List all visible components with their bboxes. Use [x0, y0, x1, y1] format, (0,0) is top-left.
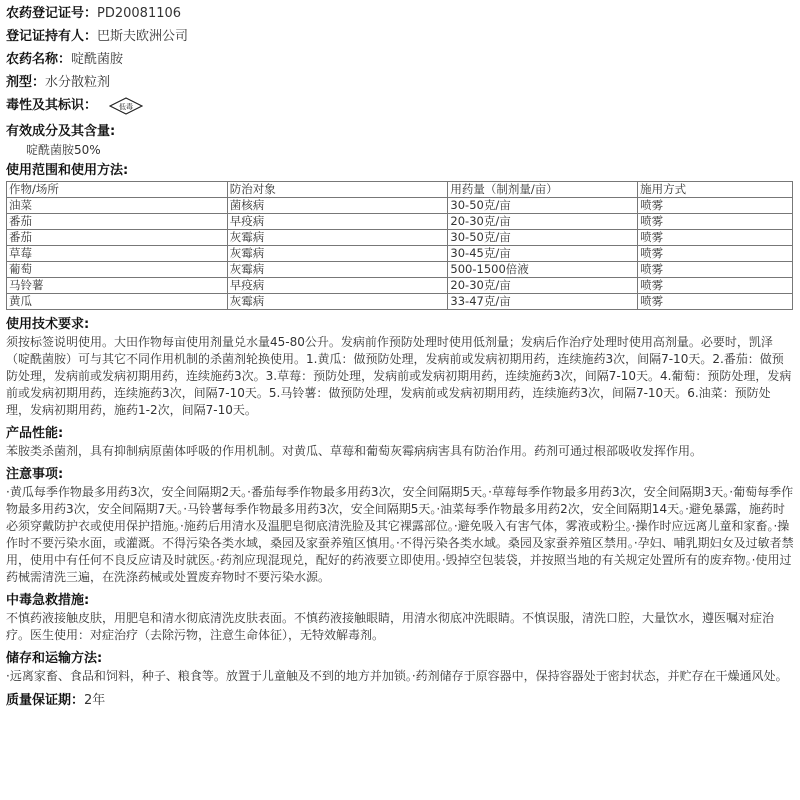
- cell-method: 喷雾: [638, 294, 793, 310]
- registration-number-value: PD20081106: [97, 6, 182, 21]
- cell-dosage: 20-30克/亩: [448, 278, 638, 294]
- formulation-row: [6, 71, 794, 94]
- ingredients-title: 有效成分及其含量:: [6, 124, 116, 139]
- cell-method: 喷雾: [638, 198, 793, 214]
- pesticide-name-value: 啶酰菌胺: [71, 52, 124, 67]
- cell-method: 喷雾: [638, 278, 793, 294]
- registration-holder-value: 巴斯夫欧洲公司: [97, 29, 189, 44]
- cell-crop: 番茄: [7, 214, 228, 230]
- cell-crop: 黄瓜: [7, 294, 228, 310]
- usage-title: 使用范围和使用方法:: [6, 163, 129, 178]
- cell-method: 喷雾: [638, 230, 793, 246]
- cell-dosage: 20-30克/亩: [448, 214, 638, 230]
- table-row: [7, 230, 793, 246]
- cell-target: 灰霉病: [227, 246, 448, 262]
- table-row: [7, 246, 793, 262]
- cell-crop: 马铃薯: [7, 278, 228, 294]
- registration-holder-label: 登记证持有人：: [6, 29, 98, 44]
- header-target: 防治对象: [227, 182, 448, 198]
- technical-title: 使用技术要求:: [6, 317, 90, 332]
- storage-text: ·远离家畜、食品和饲料，种子、粮食等。放置于儿童触及不到的地方并加锁。·药剂储存于原容器中，保持容器处于密封状态，并贮存在干燥通风处。: [6, 669, 788, 683]
- header-dosage: 用药量（制剂量/亩）: [448, 182, 638, 198]
- pesticide-name-row: [6, 48, 794, 71]
- registration-holder-row: [6, 25, 794, 48]
- performance-text: 苯胺类杀菌剂，具有抑制病原菌体呼吸的作用机制。对黄瓜、草莓和葡萄灰霉病病害具有防治作用。药剂可通过根部吸收发挥作用。: [6, 444, 703, 458]
- cell-method: 喷雾: [638, 262, 793, 278]
- table-row: [7, 214, 793, 230]
- cell-dosage: 500-1500倍液: [448, 262, 638, 278]
- precautions-title: 注意事项:: [6, 467, 64, 482]
- low-toxicity-badge-icon: [109, 97, 143, 115]
- pesticide-name-label: 农药名称：: [6, 52, 72, 67]
- header-method: 施用方式: [638, 182, 793, 198]
- table-row: [7, 262, 793, 278]
- storage-title: 储存和运输方法:: [6, 651, 103, 666]
- technical-text: 须按标签说明使用。大田作物每亩使用剂量兑水量45-80公升。发病前作预防处理时使用低剂量；发病后作治疗处理时使用高剂量。必要时，凯泽（啶酰菌胺）可与其它不同作用机制的杀菌剂轮换使用。1.黄瓜：做预防处理，发病前或发病初期用药，连续施药3次，间隔7-10天。2.番茄：做预防处理，发病前或发病初期用药，连续施药3次。3.草莓：预防处理，发病前或发病初期用药，连续施药3次，间隔7-10天。4.葡萄：预防处理，发病前或发病初期用药，连续施药3次，间隔7-10天。5.马铃薯：做预防处理，发病前或发病初期用药，连续施药3次，间隔7-10天。6.油菜：预防处理，发病初期用药，施药1-2次，间隔7-10天。: [6, 335, 792, 417]
- toxicity-badge-text: 低毒: [119, 102, 134, 111]
- cell-target: 灰霉病: [227, 262, 448, 278]
- cell-target: 灰霉病: [227, 294, 448, 310]
- header-crop: 作物/场所: [7, 182, 228, 198]
- cell-dosage: 30-50克/亩: [448, 230, 638, 246]
- cell-crop: 草莓: [7, 246, 228, 262]
- cell-method: 喷雾: [638, 246, 793, 262]
- registration-number-row: [6, 2, 794, 25]
- cell-target: 早疫病: [227, 278, 448, 294]
- toxicity-row: [6, 94, 794, 117]
- cell-dosage: 30-45克/亩: [448, 246, 638, 262]
- registration-number-label: 农药登记证号：: [6, 6, 98, 21]
- cell-crop: 葡萄: [7, 262, 228, 278]
- cell-crop: 油菜: [7, 198, 228, 214]
- cell-crop: 番茄: [7, 230, 228, 246]
- formulation-label: 剂型：: [6, 75, 46, 90]
- quality-period-row: [6, 691, 794, 711]
- ingredients-value: 啶酰菌胺50%: [26, 143, 101, 157]
- cell-target: 灰霉病: [227, 230, 448, 246]
- usage-table-header: [7, 182, 793, 198]
- cell-dosage: 33-47克/亩: [448, 294, 638, 310]
- quality-period-label: 质量保证期：: [6, 693, 85, 708]
- performance-title: 产品性能:: [6, 426, 64, 441]
- quality-period-value: 2年: [84, 693, 106, 708]
- toxicity-label: 毒性及其标识：: [6, 98, 98, 113]
- usage-table: [6, 181, 793, 310]
- first-aid-text: 不慎药液接触皮肤，用肥皂和清水彻底清洗皮肤表面。不慎药液接触眼睛，用清水彻底冲洗眼睛。不慎误服，清洗口腔，大量饮水，遵医嘱对症治疗。医生使用：对症治疗（去除污物，注意生命体征），无特效解毒剂。: [6, 611, 775, 642]
- formulation-value: 水分散粒剂: [45, 75, 111, 90]
- precautions-text: ·黄瓜每季作物最多用药3次，安全间隔期2天。·番茄每季作物最多用药3次，安全间隔期5天。·草莓每季作物最多用药3次，安全间隔期3天。·葡萄每季作物最多用药3次，安全间隔期7天。·马铃薯每季作物最多用药3次，安全间隔期5天。·油菜每季作物最多用药2次，安全间隔期14天。·避免暴露，施药时必须穿戴防护衣或使用保护措施。·施药后用清水及温肥皂彻底清洗脸及其它裸露部位。·避免吸入有害气体，雾液或粉尘。·操作时应远离儿童和家畜。·操作时不要污染水面，或灌溉。不得污染各类水域，桑园及家蚕养殖区慎用。·不得污染各类水域。桑园及家蚕养殖区禁用。·孕妇、哺乳期妇女及过敏者禁用，使用中有任何不良反应请及时就医。·药剂应现混现兑，配好的药液要立即使用。·毁掉空包装袋，并按照当地的有关规定处置所有的废弃物。·使用过药械需清洗三遍，在洗涤药械或处置废弃物时不要污染水源。: [6, 485, 794, 584]
- cell-target: 菌核病: [227, 198, 448, 214]
- first-aid-title: 中毒急救措施:: [6, 593, 90, 608]
- table-row: [7, 198, 793, 214]
- table-row: [7, 294, 793, 310]
- table-row: [7, 278, 793, 294]
- cell-target: 早疫病: [227, 214, 448, 230]
- cell-method: 喷雾: [638, 214, 793, 230]
- cell-dosage: 30-50克/亩: [448, 198, 638, 214]
